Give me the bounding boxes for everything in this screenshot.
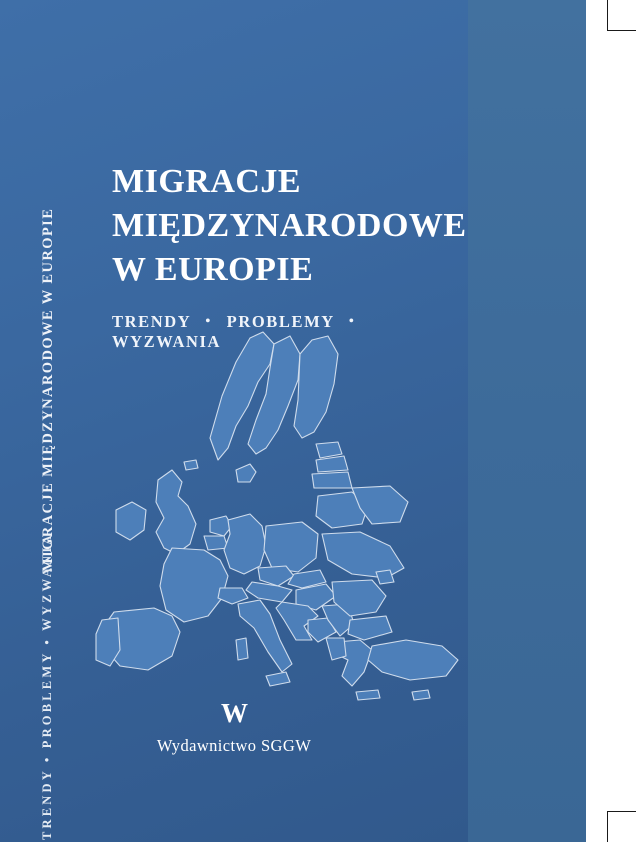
subtitle-word-3: WYZWANIA	[112, 332, 222, 351]
page-margin	[586, 0, 636, 842]
spine-text-block	[18, 140, 58, 840]
title-line-1: MIGRACJE	[112, 163, 302, 200]
subtitle-word-2: PROBLEMY	[226, 312, 335, 331]
spine-title: MIGRACJE MIĘDZYNARODOWE W EUROPIE	[40, 207, 56, 572]
subtitle-word-1: TRENDY	[112, 312, 191, 331]
crop-mark-bottom-vertical	[607, 812, 608, 842]
bullet-separator-icon: •	[205, 314, 212, 329]
crop-mark-bottom-horizontal	[607, 811, 636, 812]
title-line-3: W EUROPIE	[112, 251, 314, 288]
spine-panel	[468, 0, 586, 842]
title-line-2: MIĘDZYNARODOWE	[112, 207, 467, 244]
europe-map-svg	[60, 320, 460, 710]
publisher-name: Wydawnictwo SGGW	[156, 736, 312, 755]
spine-subtitle: TRENDY • PROBLEMY • WYZWANIA	[40, 532, 54, 840]
sggw-logo-icon: W	[221, 698, 247, 728]
publisher-block	[0, 698, 468, 756]
crop-mark-top-vertical	[607, 0, 608, 30]
crop-mark-top-horizontal	[607, 30, 636, 31]
europe-map-illustration	[60, 320, 460, 710]
bullet-separator-icon-2: •	[348, 314, 356, 329]
